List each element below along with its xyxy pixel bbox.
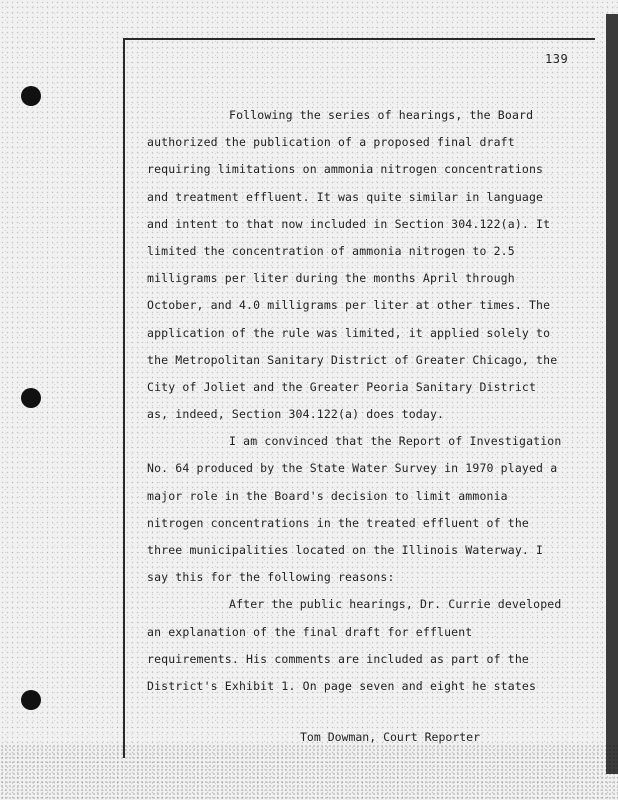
text-line: nitrogen concentrations in the treated effluent of the — [147, 515, 529, 530]
text-line: City of Joliet and the Greater Peoria Sanitary District — [147, 379, 537, 394]
text-line: and intent to that now included in Section 304.122(a). It — [147, 216, 551, 231]
binder-hole — [21, 86, 41, 106]
paragraph — [147, 428, 573, 591]
text-line: say this for the following reasons: — [147, 570, 395, 585]
text-line: Following the series of hearings, the Board — [229, 108, 534, 122]
text-line: I am convinced that the Report of Investigation — [229, 434, 562, 449]
text-line: as, indeed, Section 304.122(a) does today. — [147, 407, 445, 422]
text-line: authorized the publication of a proposed final draft — [147, 135, 515, 150]
text-line: application of the rule was limited, it applied solely to — [147, 325, 551, 340]
text-line: requirements. His comments are included as part of the — [147, 651, 529, 666]
court-reporter-footer: Tom Dowman, Court Reporter — [300, 730, 481, 744]
text-line: the Metropolitan Sanitary District of Greater Chicago, the — [147, 352, 558, 367]
text-line: major role in the Board's decision to limit ammonia — [147, 488, 508, 503]
text-line: three municipalities located on the Illinois Waterway. I — [147, 543, 544, 557]
binder-hole — [21, 690, 41, 710]
text-line: After the public hearings, Dr. Currie developed — [229, 597, 562, 612]
text-line: limited the concentration of ammonia nitrogen to 2.5 — [147, 243, 515, 258]
paragraph — [147, 591, 573, 700]
text-line: milligrams per liter during the months April through — [147, 271, 515, 286]
binder-hole — [21, 388, 41, 408]
text-line: No. 64 produced by the State Water Survey in 1970 played a — [147, 461, 558, 476]
transcript-body — [147, 102, 573, 700]
text-line: an explanation of the final draft for effluent — [147, 624, 473, 639]
paragraph — [147, 102, 573, 428]
text-line: October, and 4.0 milligrams per liter at other times. The — [147, 298, 551, 313]
scan-edge — [606, 14, 618, 774]
text-line: and treatment effluent. It was quite similar in language — [147, 189, 544, 204]
text-line: requiring limitations on ammonia nitrogen concentrations — [147, 162, 544, 177]
page-number: 139 — [545, 52, 569, 66]
text-line: District's Exhibit 1. On page seven and eight he states — [147, 678, 537, 693]
